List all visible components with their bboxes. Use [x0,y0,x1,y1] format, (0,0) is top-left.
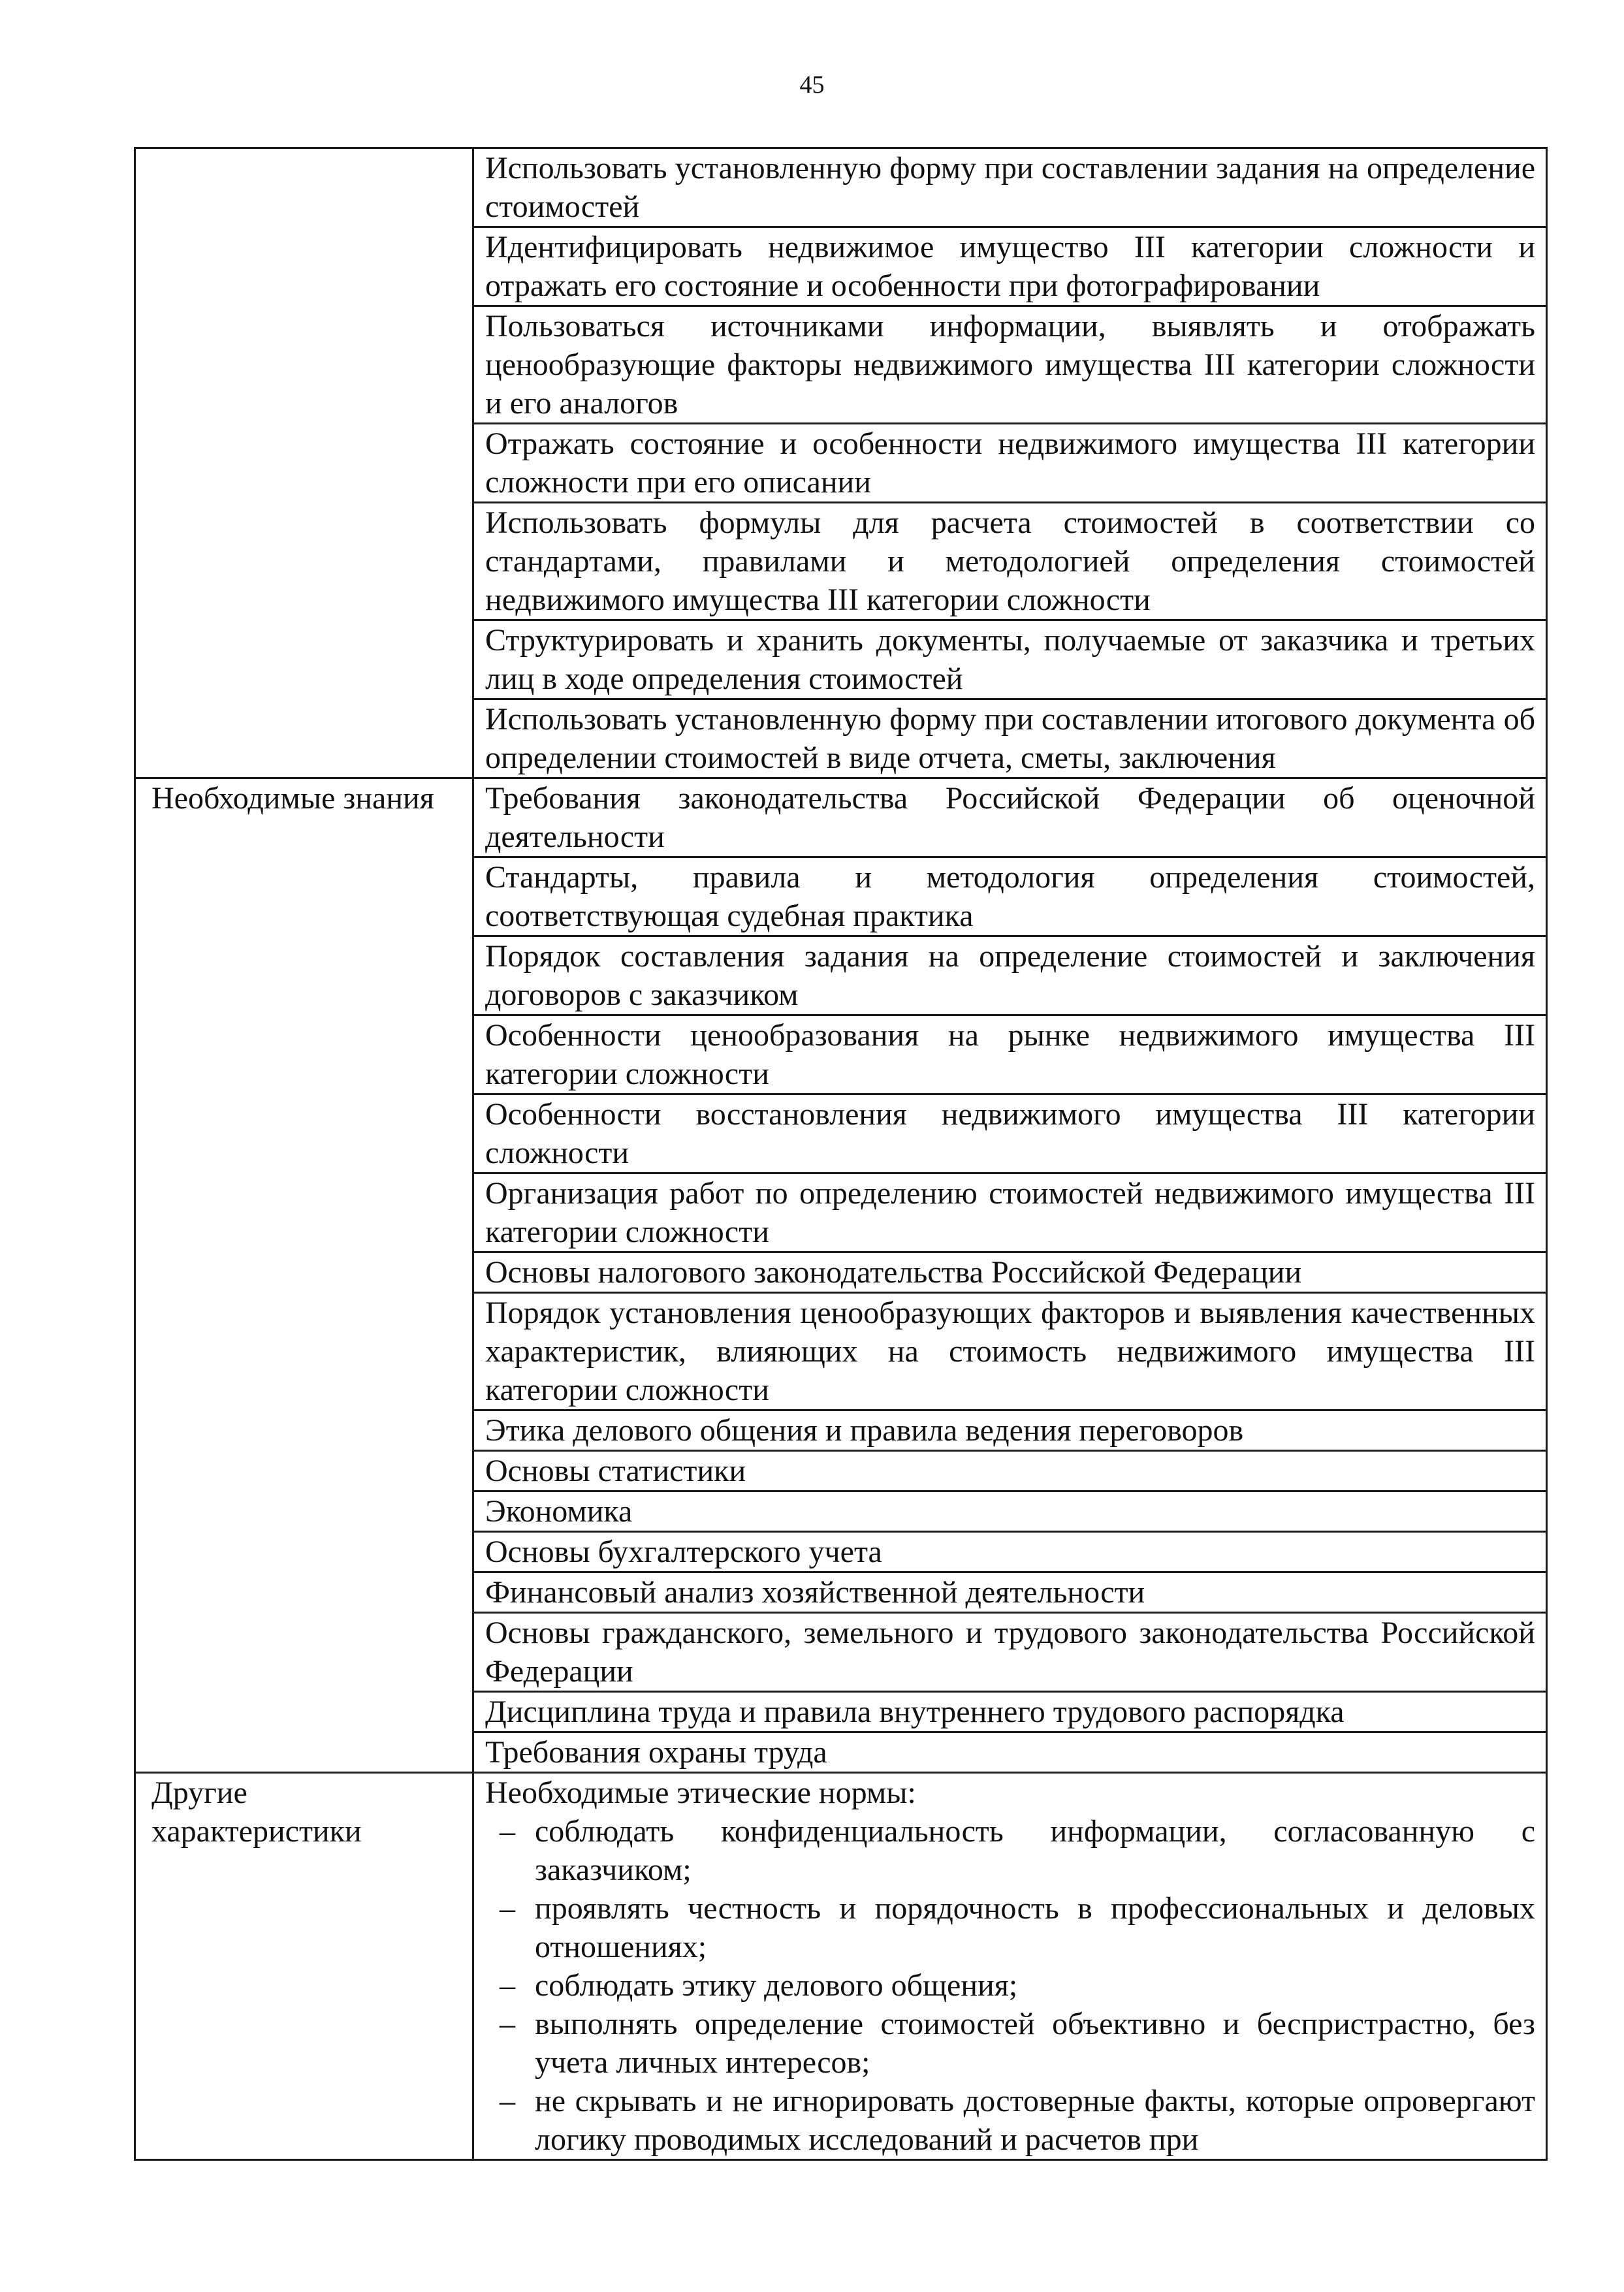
table-cell: Использовать формулы для расчета стоимостей в соответствии со стандартами, правилами и методологией определения стоимостей недвижимого имущества III категории сложности [473,503,1547,620]
ethics-intro: Необходимые этические нормы: [485,1775,916,1810]
table-cell: Основы налогового законодательства Российской Федерации [473,1252,1547,1293]
table-cell: Отражать состояние и особенности недвижимого имущества III категории сложности при его описании [473,424,1547,503]
table-cell: Основы гражданского, земельного и трудового законодательства Российской Федерации [473,1613,1547,1692]
table-cell: Требования охраны труда [473,1732,1547,1773]
table-cell: Организация работ по определению стоимостей недвижимого имущества III категории сложности [473,1173,1547,1252]
table-cell: Особенности восстановления недвижимого имущества III категории сложности [473,1094,1547,1173]
table-cell: Использовать установленную форму при составлении итогового документа об определении стоимостей в виде отчета, сметы, заключения [473,699,1547,778]
table-cell: Экономика [473,1491,1547,1532]
table-cell: Финансовый анализ хозяйственной деятельности [473,1572,1547,1613]
list-item: – соблюдать этику делового общения; [485,1966,1535,2005]
ethics-cell [473,1773,1547,2160]
table-row [135,148,1547,227]
table-cell: Этика делового общения и правила ведения переговоров [473,1410,1547,1451]
page-number: 45 [799,71,825,99]
table-cell: Основы бухгалтерского учета [473,1532,1547,1572]
row-label-knowledge: Необходимые знания [135,778,473,1773]
table-cell: Дисциплина труда и правила внутреннего трудового распорядка [473,1692,1547,1732]
list-item: – выполнять определение стоимостей объективно и беспристрастно, без учета личных интересов; [485,2005,1535,2082]
table-cell: Особенности ценообразования на рынке недвижимого имущества III категории сложности [473,1015,1547,1094]
list-item: – соблюдать конфиденциальность информации, согласованную с заказчиком; [485,1812,1535,1889]
table-row [135,1773,1547,2160]
table-cell: Основы статистики [473,1451,1547,1491]
table-cell: Стандарты, правила и методология определения стоимостей, соответствующая судебная практика [473,857,1547,936]
ethics-list [485,1812,1535,2159]
requirements-table [134,147,1548,2161]
list-item: – не скрывать и не игнорировать достоверные факты, которые опровергают логику проводимых исследований и расчетов при [485,2082,1535,2159]
row-label-other: Другие характеристики [135,1773,473,2160]
table-cell: Требования законодательства Российской Федерации об оценочной деятельности [473,778,1547,857]
table-cell: Пользоваться источниками информации, выявлять и отображать ценообразующие факторы недвижимого имущества III категории сложности и его аналогов [473,306,1547,424]
table-cell: Структурировать и хранить документы, получаемые от заказчика и третьих лиц в ходе определения стоимостей [473,620,1547,699]
table-cell: Порядок установления ценообразующих факторов и выявления качественных характеристик, влияющих на стоимость недвижимого имущества III категории сложности [473,1293,1547,1410]
table-row [135,778,1547,857]
table-cell: Порядок составления задания на определение стоимостей и заключения договоров с заказчиком [473,936,1547,1015]
table-cell: Идентифицировать недвижимое имущество III категории сложности и отражать его состояние и особенности при фотографировании [473,227,1547,306]
list-item: – проявлять честность и порядочность в профессиональных и деловых отношениях; [485,1889,1535,1966]
table-cell: Использовать установленную форму при составлении задания на определение стоимостей [473,148,1547,227]
row-label [135,148,473,778]
